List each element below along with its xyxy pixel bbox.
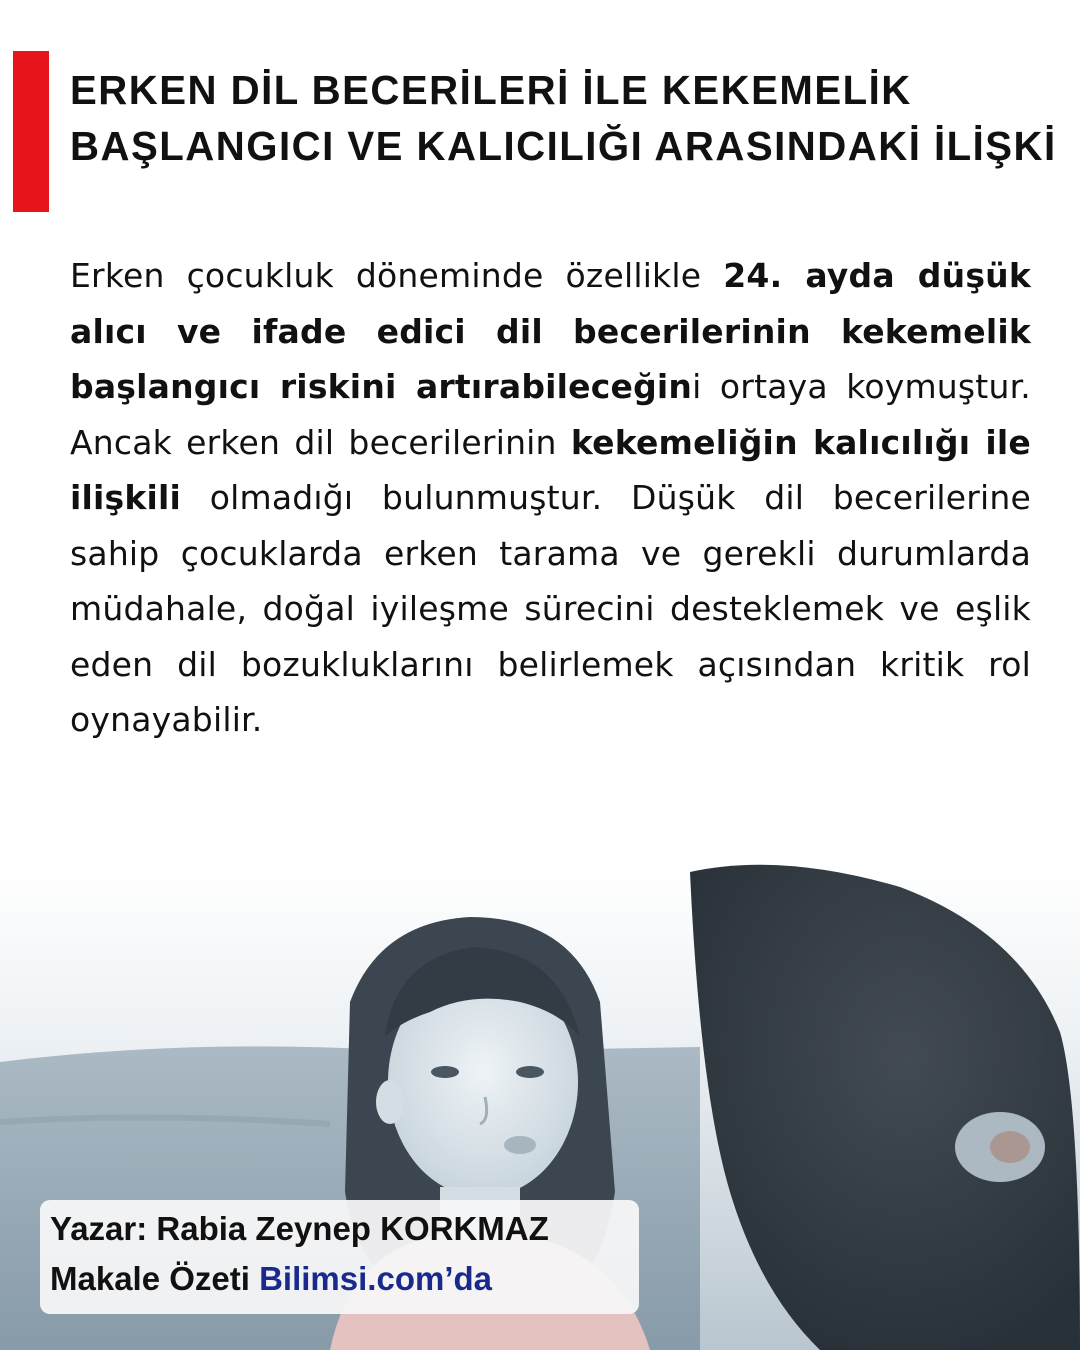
author-line: Yazar: Rabia Zeynep KORKMAZ	[50, 1210, 549, 1247]
source-line	[50, 1260, 492, 1298]
source-prefix: Makale Özeti	[50, 1260, 260, 1297]
author-caption	[40, 1200, 639, 1314]
body-bold-2: kekemeliğin kalıcılığı ile ilişkili	[70, 422, 1031, 517]
body-text-2: i ortaya koymuştur. Ancak erken dil becerilerinin	[70, 367, 1031, 462]
page-title	[70, 62, 1057, 174]
site-link[interactable]: Bilimsi.com’da	[259, 1260, 492, 1297]
title-line-1: ERKEN DİL BECERİLERİ İLE KEKEMELİK	[70, 67, 912, 113]
accent-bar	[13, 51, 49, 212]
body-text-3: olmadığı bulunmuştur. Düşük dil becerilerine sahip çocuklarda erken tarama ve gerekli durumlarda müdahale, doğal iyileşme sürecini desteklemek ve eşlik eden dil bozukluklarını belirlemek açısından kritik rol oynayabilir.	[70, 478, 1031, 739]
body-text-1: Erken çocukluk döneminde özellikle	[70, 256, 724, 295]
title-line-2: BAŞLANGICI VE KALICILIĞI ARASINDAKİ İLİŞKİ	[70, 123, 1057, 169]
summary-paragraph	[70, 248, 1031, 748]
body-bold-1: 24. ayda düşük alıcı ve ifade edici dil becerilerinin kekemelik başlangıcı riskini artırabileceğin	[70, 256, 1032, 406]
